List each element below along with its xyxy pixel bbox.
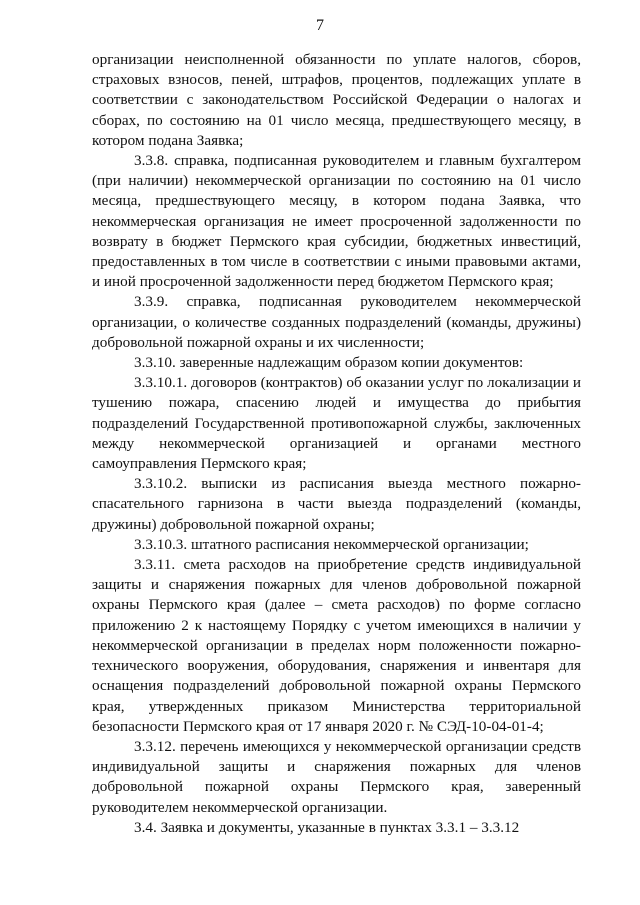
page-number: 7 bbox=[316, 17, 324, 34]
paragraph-3-3-9: 3.3.9. справка, подписанная руководителем некоммерческой организации, о количестве созданных подразделений (команды, дружины) добровольной пожарной охраны и их численности; bbox=[92, 293, 581, 351]
paragraph-3-3-10-2: 3.3.10.2. выписки из расписания выезда местного пожарно-спасательного гарнизона в части выезда подразделений (команды, дружины) добровольной пожарной охраны; bbox=[92, 475, 581, 533]
paragraph-continuation: организации неисполненной обязанности по уплате налогов, сборов, страховых взносов, пеней, штрафов, процентов, подлежащих уплате в соответствии с законодательством Российской Федерации о налогах и сборах, по состоянию на 01 число месяца, предшествующего месяцу, в котором подана Заявка; bbox=[92, 51, 581, 149]
paragraph-3-4: 3.4. Заявка и документы, указанные в пунктах 3.3.1 – 3.3.12 bbox=[134, 818, 520, 836]
paragraph-3-3-11: 3.3.11. смета расходов на приобретение средств индивидуальной защиты и снаряжения пожарных для членов добровольной пожарной охраны Пермского края (далее – смета расходов) по форме согласно приложению 2 к настоящему Порядку с учетом имеющихся в наличии у некоммерческой организации в пределах норм положенности пожарно-технического вооружения, оборудования, снаряжения и инвентаря для оснащения подразделений добровольной пожарной охраны Пермского края, утвержденных приказом Министерства территориальной безопасности Пермского края от 17 января 2020 г. № СЭД-10-04-01-4; bbox=[92, 556, 581, 735]
paragraph-3-3-10: 3.3.10. заверенные надлежащим образом копии документов: bbox=[134, 354, 524, 372]
paragraph-3-3-10-3: 3.3.10.3. штатного расписания некоммерческой организации; bbox=[134, 535, 529, 553]
document-body bbox=[92, 50, 581, 838]
paragraph-3-3-8: 3.3.8. справка, подписанная руководителем и главным бухгалтером (при наличии) некоммерческой организации по состоянию на 01 число месяца, предшествующего месяцу, в котором подана Заявка, что некоммерческая организация не имеет просроченной задолженности по возврату в бюджет Пермского края субсидии, бюджетных инвестиций, предоставленных в том числе в соответствии с иными правовыми актами, и иной просроченной задолженности перед бюджетом Пермского края; bbox=[92, 152, 581, 291]
paragraph-3-3-12: 3.3.12. перечень имеющихся у некоммерческой организации средств индивидуальной защиты и снаряжения пожарных для членов добровольной пожарной охраны Пермского края, заверенный руководителем некоммерческой организации. bbox=[92, 737, 581, 816]
paragraph-3-3-10-1: 3.3.10.1. договоров (контрактов) об оказании услуг по локализации и тушению пожара, спасению людей и имущества до прибытия подразделений Государственной противопожарной службы, заключенных между некоммерческой организацией и органами местного самоуправления Пермского края; bbox=[92, 374, 581, 473]
